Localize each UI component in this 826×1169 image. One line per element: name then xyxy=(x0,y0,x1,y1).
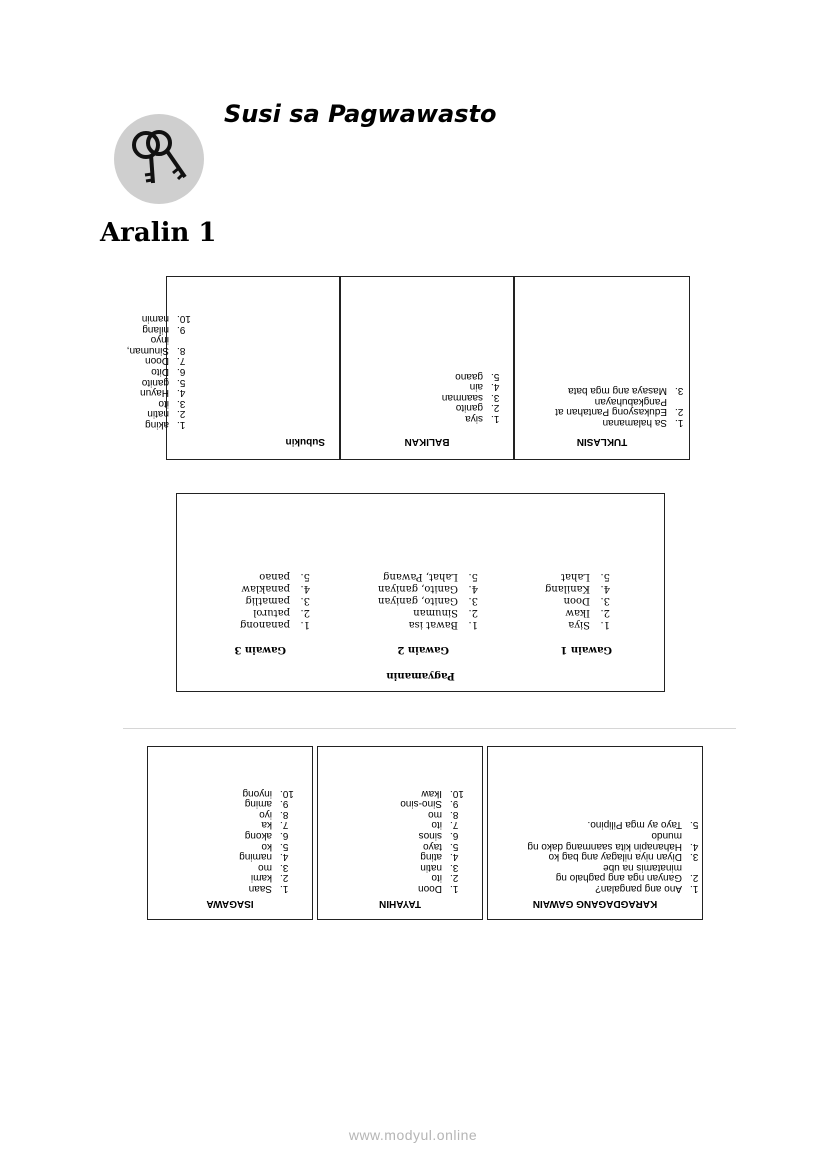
answer-item xyxy=(527,861,712,872)
item-number xyxy=(690,829,712,840)
item-text: Sa halamanan xyxy=(602,417,667,428)
box-heading: ISAGAWA xyxy=(206,898,254,909)
item-number: 2. xyxy=(690,872,699,884)
item-text: ain xyxy=(469,381,483,393)
item-number: 4. xyxy=(600,583,610,594)
answer-item xyxy=(239,798,302,809)
item-number: 3. xyxy=(450,861,459,873)
answer-item xyxy=(527,840,712,851)
item-number: 1. xyxy=(450,883,459,894)
answer-box-subukin xyxy=(126,276,340,460)
answer-item xyxy=(127,323,199,334)
answer-item xyxy=(400,808,472,819)
item-number: 5. xyxy=(600,571,610,582)
item-number xyxy=(675,395,697,406)
item-number: 1. xyxy=(675,417,684,428)
answer-item xyxy=(442,381,513,392)
item-number: 1. xyxy=(491,413,500,424)
item-number: 5. xyxy=(690,819,699,831)
item-number: 2. xyxy=(491,402,500,414)
answer-box-balikan xyxy=(340,276,514,460)
item-number: 4. xyxy=(280,851,289,863)
item-number: 6. xyxy=(450,830,459,842)
item-text: Lahat xyxy=(560,571,590,582)
item-number: 5. xyxy=(177,376,186,388)
item-number: 5. xyxy=(491,370,500,382)
item-text: Ikaw xyxy=(421,787,442,799)
answer-box-tuklasin xyxy=(514,276,690,460)
answer-item xyxy=(240,594,310,606)
item-number: 1. xyxy=(280,883,289,894)
answer-item xyxy=(239,882,302,893)
item-text: panaklaw xyxy=(241,583,290,594)
item-text: ito xyxy=(431,819,442,831)
item-text: ganito xyxy=(455,402,483,414)
item-text: mundo xyxy=(651,830,682,842)
item-number xyxy=(690,861,712,872)
answer-box-karagdagang-gawain xyxy=(487,746,703,920)
item-number: 1. xyxy=(177,419,186,430)
item-text: saanman xyxy=(441,391,483,403)
answer-item xyxy=(240,582,310,594)
gawain-list xyxy=(240,570,310,630)
item-text: siya xyxy=(465,413,483,424)
answer-item xyxy=(239,808,302,819)
item-text: natin xyxy=(420,861,442,873)
answer-item xyxy=(239,819,302,830)
answer-list xyxy=(442,370,513,423)
item-text: namin xyxy=(141,313,169,325)
box-heading: TAYAHIN xyxy=(379,898,421,909)
box-heading: TUKLASIN xyxy=(576,436,628,447)
answer-item xyxy=(378,606,478,618)
item-number: 5. xyxy=(450,840,459,852)
answer-list xyxy=(527,819,712,893)
item-text: gaano xyxy=(455,370,483,382)
item-number: 3. xyxy=(468,595,478,606)
item-text: kami xyxy=(250,872,272,884)
item-text: Doon xyxy=(563,595,590,606)
item-number: 4. xyxy=(300,583,310,594)
item-number: 7. xyxy=(280,819,289,831)
item-number: 3. xyxy=(491,391,500,403)
item-text: Hahanapin kita saanmang dako ng xyxy=(527,840,682,852)
answer-list xyxy=(127,312,199,429)
answer-item xyxy=(555,395,697,406)
item-number: 2. xyxy=(468,607,478,618)
answer-item xyxy=(527,819,712,830)
answer-item xyxy=(555,385,697,396)
answer-list xyxy=(400,787,472,893)
item-number: 7. xyxy=(450,819,459,831)
item-number: 8. xyxy=(177,344,186,356)
page-title: Susi sa Pagwawasto xyxy=(224,100,497,128)
answer-item xyxy=(545,594,610,606)
item-text: pananong xyxy=(239,619,290,630)
item-text: inyong xyxy=(242,787,272,799)
answer-item xyxy=(442,402,513,413)
item-text: Sinuman xyxy=(413,607,458,618)
keys-icon xyxy=(113,113,205,205)
answer-item xyxy=(378,618,478,630)
answer-item xyxy=(127,376,199,387)
item-text: Pangkabuhayan xyxy=(594,395,667,407)
item-text: Doon xyxy=(418,883,442,894)
gawain-heading: Gawain 2 xyxy=(397,644,449,655)
answer-item xyxy=(527,882,712,893)
item-text: Ikaw xyxy=(565,607,590,618)
item-text: Hayun xyxy=(140,387,169,399)
answer-item xyxy=(127,355,199,366)
item-number: 2. xyxy=(450,872,459,884)
item-number: 10. xyxy=(177,313,191,325)
answer-list xyxy=(555,385,697,427)
item-text: Ganyan nga ang paghalo ng xyxy=(555,872,682,884)
answer-item xyxy=(240,570,310,582)
item-number: 4. xyxy=(177,387,186,399)
answer-item xyxy=(239,861,302,872)
item-text: Doon xyxy=(145,355,169,367)
answer-item xyxy=(555,406,697,417)
item-number: 8. xyxy=(280,808,289,820)
answer-item xyxy=(400,872,472,883)
answer-item xyxy=(527,851,712,862)
item-text: ito xyxy=(431,872,442,884)
box-heading: KARAGDAGANG GAWAIN xyxy=(532,898,658,909)
item-number: 2. xyxy=(300,607,310,618)
item-number: 9. xyxy=(177,323,186,335)
item-text: Edukasyong Pantahan at xyxy=(555,406,667,418)
pagyamanin-box xyxy=(176,493,665,692)
answer-item xyxy=(400,787,472,798)
item-number: 4. xyxy=(491,381,500,393)
item-number: 3. xyxy=(280,861,289,873)
answer-item xyxy=(239,851,302,862)
answer-item xyxy=(378,594,478,606)
item-text: Ganito, ganiyan xyxy=(377,595,458,606)
item-text: Sino-sino xyxy=(400,798,442,810)
item-number: 3. xyxy=(600,595,610,606)
box-heading: BALIKAN xyxy=(404,436,450,447)
item-text: ating xyxy=(420,851,442,863)
item-text: Tayo ay mga Pilipino. xyxy=(587,819,682,831)
item-number: 3. xyxy=(675,385,684,397)
gawain-heading: Gawain 1 xyxy=(560,644,612,655)
item-text: mo xyxy=(428,808,442,820)
answer-item xyxy=(127,408,199,419)
answer-item xyxy=(240,606,310,618)
item-text: Dito xyxy=(151,366,169,378)
item-number: 9. xyxy=(280,798,289,810)
item-number: 2. xyxy=(177,408,186,420)
item-text: sinos xyxy=(418,830,442,842)
answer-item xyxy=(127,312,199,323)
item-text: Diyan niya nilagay ang bag ko xyxy=(548,851,682,863)
answer-list xyxy=(239,787,302,893)
item-number: 6. xyxy=(280,830,289,842)
item-text: iyo xyxy=(259,808,272,820)
item-text: ko xyxy=(261,840,272,852)
item-text: aking xyxy=(145,419,169,430)
answer-item xyxy=(400,829,472,840)
answer-item xyxy=(239,787,302,798)
item-number: 5. xyxy=(300,571,310,582)
item-text: Ganito, ganiyan xyxy=(377,583,458,594)
answer-item xyxy=(400,851,472,862)
answer-item xyxy=(545,570,610,582)
answer-item xyxy=(545,606,610,618)
item-text: ito xyxy=(158,397,169,409)
item-text: minatamis na ube xyxy=(603,861,682,873)
item-number: 3. xyxy=(300,595,310,606)
item-text: ganito xyxy=(141,376,169,388)
item-text: Lahat, Pawang xyxy=(383,571,458,582)
item-number: 1. xyxy=(300,619,310,630)
item-text: Ano ang pangalan? xyxy=(595,883,682,894)
item-number: 1. xyxy=(600,619,610,630)
answer-item xyxy=(400,882,472,893)
item-text: Siya xyxy=(568,619,590,630)
item-text: aming xyxy=(244,798,272,810)
item-text: Kanilang xyxy=(544,583,590,594)
answer-item xyxy=(442,412,513,423)
item-number: 2. xyxy=(675,406,684,418)
item-text: natin xyxy=(147,408,169,420)
answer-item xyxy=(545,582,610,594)
item-number: 6. xyxy=(177,366,186,378)
item-text: panao xyxy=(259,571,290,582)
item-text: naming xyxy=(239,851,272,863)
item-text: Bawat isa xyxy=(408,619,458,630)
item-text: Masaya ang mga bata xyxy=(568,385,667,397)
item-text: paturol xyxy=(253,607,290,618)
item-text: akong xyxy=(244,830,272,842)
footer-watermark: www.modyul.online xyxy=(348,1127,478,1143)
gawain-heading: Gawain 3 xyxy=(234,644,286,655)
item-number: 2. xyxy=(280,872,289,884)
gawain-list xyxy=(378,570,478,630)
answer-item xyxy=(400,840,472,851)
item-number: 3. xyxy=(690,851,699,863)
answer-item xyxy=(127,334,199,355)
gawain-list xyxy=(545,570,610,630)
item-number: 2. xyxy=(600,607,610,618)
answer-item xyxy=(378,570,478,582)
answer-item xyxy=(239,840,302,851)
answer-item xyxy=(400,861,472,872)
answer-item xyxy=(442,391,513,402)
answer-item xyxy=(555,416,697,427)
item-number: 1. xyxy=(468,619,478,630)
box-heading: Subukin xyxy=(285,436,325,447)
answer-item xyxy=(378,582,478,594)
item-text: Saan xyxy=(248,883,272,894)
answer-item xyxy=(442,370,513,381)
answer-box-tayahin xyxy=(317,746,483,920)
item-text: Sinuman, inyo xyxy=(126,334,169,356)
item-number: 3. xyxy=(177,397,186,409)
answer-item xyxy=(239,872,302,883)
item-number: 5. xyxy=(280,840,289,852)
answer-item xyxy=(527,872,712,883)
item-text: nilang xyxy=(142,323,169,335)
item-number: 10. xyxy=(450,787,464,799)
item-number: 4. xyxy=(468,583,478,594)
answer-item xyxy=(127,365,199,376)
item-number: 10. xyxy=(280,787,294,799)
item-text: ka xyxy=(261,819,272,831)
divider xyxy=(123,728,736,729)
answer-item xyxy=(545,618,610,630)
item-number: 7. xyxy=(177,355,186,367)
answer-item xyxy=(240,618,310,630)
item-text: pamatlig xyxy=(245,595,290,606)
answer-box-isagawa xyxy=(147,746,313,920)
item-number: 1. xyxy=(690,883,699,894)
answer-item xyxy=(527,829,712,840)
pagyamanin-heading: Pagyamanin xyxy=(386,670,455,681)
item-number: 5. xyxy=(468,571,478,582)
answer-item xyxy=(239,829,302,840)
answer-item xyxy=(127,397,199,408)
item-number: 4. xyxy=(690,840,699,852)
answer-item xyxy=(400,798,472,809)
item-number: 8. xyxy=(450,808,459,820)
lesson-heading: Aralin 1 xyxy=(100,218,217,248)
item-text: tayo xyxy=(423,840,442,852)
item-text: mo xyxy=(258,861,272,873)
answer-item xyxy=(400,819,472,830)
answer-item xyxy=(127,387,199,398)
item-number: 9. xyxy=(450,798,459,810)
answer-item xyxy=(127,418,199,429)
item-number: 4. xyxy=(450,851,459,863)
